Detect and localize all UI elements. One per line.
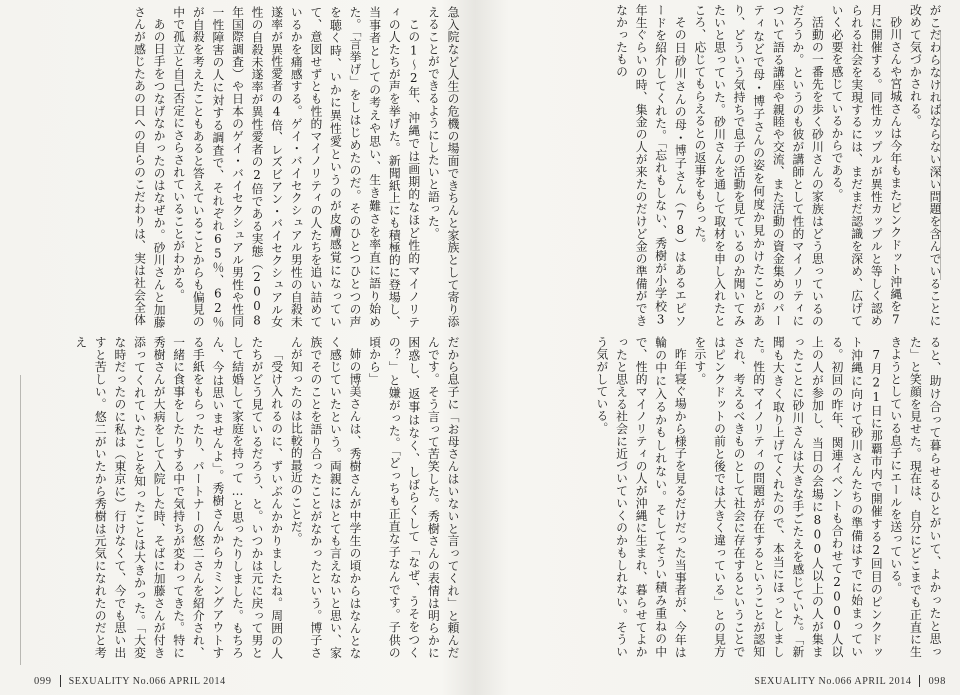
footer-divider — [60, 675, 61, 687]
journal-name: SEXUALITY No.066 APRIL 2014 — [68, 675, 226, 687]
left-page-top-column — [30, 6, 462, 328]
body-paragraph: この1〜2年、沖縄では画期的なほど性的マイノリティの人たちが声を挙げた。新聞紙上にも積極的に登場し、当事者としての考えや思い、生き難さを率直に語り始めた。「言挙げ」をしはじめたのだ。そのひとつひとつの声を聴く時、いかに異性愛というのが皮膚感覚になっていて、意図せずとも性的マイノリティの人たちを追い詰めているかを痛感する。ゲイ・バイセクシュアル男性の自殺未遂率が異性愛者の4倍、レズビアン・バイセクシュアル女性の自殺未遂率が異性愛者の2倍である実態（2008年国際調査）や日本のゲイ・バイセクシュアル男性や性同一性障害の人に対する調査で、それぞれ65％、62％が自殺を考えたこともあると答えていることからも偏見の中で孤立と自己否定にさらされていることがわかる。 — [171, 6, 421, 328]
left-page-footer — [34, 675, 226, 687]
body-paragraph: あの日手をつなげなかったのはなぜか。砂川さんと加藤さんが感じたあの日への自らのこだわりは、実は社会全体 — [132, 6, 167, 328]
body-paragraph: 活動の一番先を歩く砂川さんの家族はどう思っているのだろうか。というのも彼が講師として性的マイノリティについて語る講座や親睦や交流、また活動の資金集めのパーティなどで母・博子さんの姿を何度か見かけたことがあり、どういう気持ちで息子の活動を見ているのか聞いてみたいと思っていた。砂川さんを通して取材を申し入れたところ、応じてもらえるとの返事をもらった。 — [692, 4, 825, 327]
body-paragraph: 姉の博美さんは、秀樹さんが中学生の頃からはなんとなく感じていたという。両親にはとても言えないと思い、家族でそのことを語り合ったことがなかったという。博子さんが知ったのは比較的最近のことだ。 — [289, 336, 363, 659]
right-page-top-column — [498, 4, 944, 327]
body-paragraph: がこだわらなければならない深い問題を含んでいることに改めて気づかされる。 — [908, 4, 942, 327]
left-page-bottom-column — [30, 336, 462, 659]
body-paragraph: ると、助け合って暮らせるひとがいて、よかったと思った」と笑顔を見せた。現在は、自分にどこまでも正直に生きようとしている息子にエールを送っている。 — [888, 336, 942, 658]
body-paragraph: 急入院など人生の危機の場面できちんと家族として寄り添えることができるようにしたいと語った。 — [426, 6, 460, 328]
footer-divider — [919, 675, 920, 687]
journal-name: SEXUALITY No.066 APRIL 2014 — [754, 675, 912, 687]
body-paragraph: だから息子に「お母さんはいないと言ってくれ」と頼んだんです。そう言って苦笑した。秀樹さんの表情は明らかに困惑し、返事はなく、しばらくして「なぜ、うそをつくの？」と嫌がった。「どっちも正直な子なんです。子供の頃から」 — [367, 336, 460, 659]
body-paragraph: 7月21日に那覇市内で開催する2回目のピンクドット沖縄に向けて砂川さんたちの準備はすでに始まっている。初回の昨年、関連イベントも合わせて2000人以上の人が参加し、当日の会場に800人以上の人が集まったことに砂川さんは大きな手ごたえを感じていた。「新聞も大きく取り上げてくれたので、本当にほっとしました。性的マイノリティの問題が存在するということが認知され、考えるべきものとして社会に存在するということではピンクドットの前と後では大きく違っている」との見方を示す。 — [692, 336, 884, 658]
page-number: 098 — [928, 675, 946, 687]
body-paragraph: 昨年寝ぐ場から様子を見るだけだった当事者が、今年は輪の中に入るかもしれない。そしてそうい積み重ねの中で、性的マイノリティの人が沖縄に生まれ、暮らせてよかったと思える社会に近づいていくのかもしれない。そういう気がしている。 — [594, 336, 688, 658]
body-paragraph: その日砂川さんの母・博子さん（78）はあるエピソードを紹介してくれた。「忘れもしない、秀樹が小学校3年生ぐらいの時、集金の人が来たのだけど金の準備ができなかったもの — [614, 4, 688, 327]
body-paragraph: 「受け入れるのに、ずいぶんかかりましたね。周囲の人たちがどう見ているだろう、と。いつかは元に戻って男として結婚して家庭を持って…と思ったりしました。もちろん、今は思いませんよ」。秀樹さんからカミングアウトする手紙をもらったり、パートナーの悠二さんを紹介され、一緒に食事をしたりする中で気持ちが変わってきた。特に秀樹さんが大病をして入院した時、そばに加藤さんが付き添ってくれていたことを知ったことは大きかった。「大変な時だったのに私は（東京に）行けなくて、今でも思い出すと苦しい。悠二がいたから秀樹は元気になれたのだと考え — [73, 336, 284, 659]
page-number: 099 — [34, 675, 52, 687]
page-right — [482, 0, 960, 695]
right-page-footer — [754, 675, 946, 687]
right-page-bottom-column — [498, 336, 944, 658]
body-paragraph: 砂川さんや宮城さんは今年もまたピンクドット沖縄を7月に開催する。同性カップルが異性カップルと等しく認められる社会を実現するには、まだまだ認識を深め、広げていく必要を感じているからである。 — [830, 4, 903, 327]
